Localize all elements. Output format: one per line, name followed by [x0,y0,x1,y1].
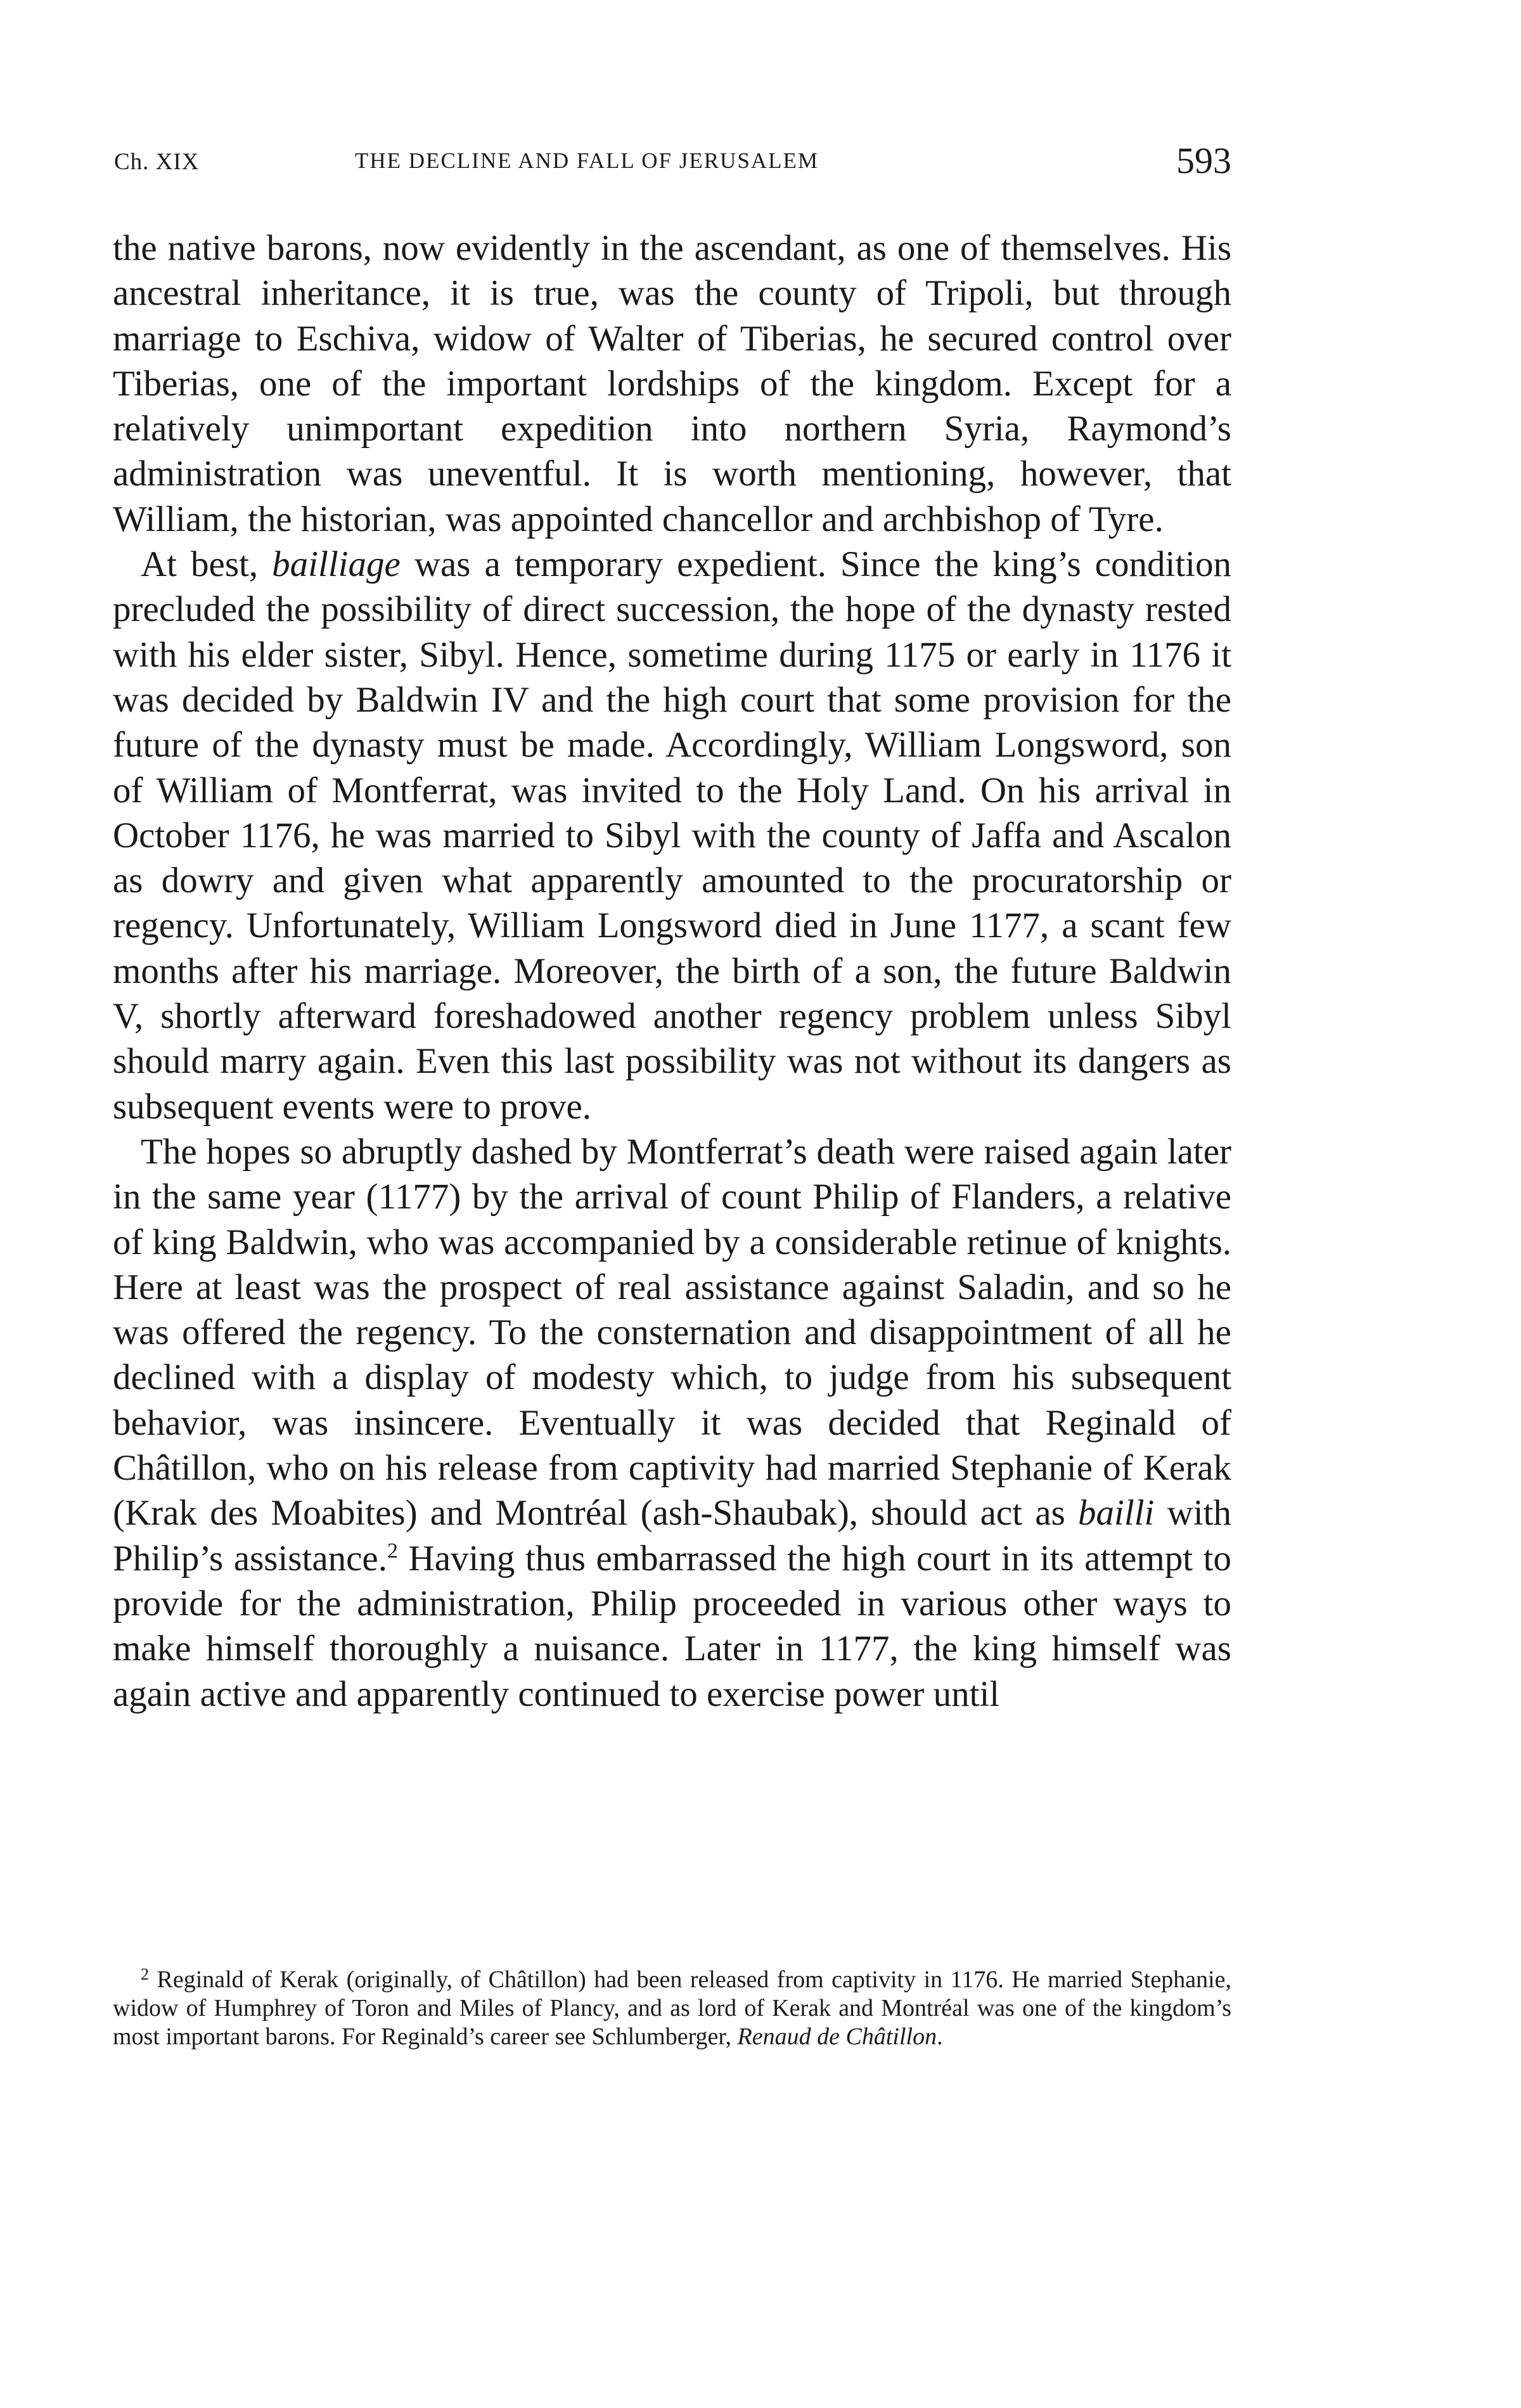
paragraph-1: the native barons, now evidently in the ascendant, as one of themselves. His ancestral inheritance, it is true, was the county of Tripoli, but through marriage to Eschiva, widow of Walter of Tiberias, he secured control over Tiberias, one of the important lordships of the kingdom. Except for a relatively unimportant expedition into northern Syria, Raymond’s administration was uneventful. It is worth mentioning, however, that William, the historian, was appointed chancellor and archbishop of Tyre. [113,228,1231,539]
paragraph-3-lead: The hopes so abruptly dashed by Montferrat’s death were raised again later in the same year (1177) by the arrival of count Philip of Flanders, a relative of king Baldwin, who was accompanied by a considerable retinue of knights. Here at least was the prospect of real assistance against Saladin, and so he was offered the regency. To the consternation and disappointment of all he declined with a display of modesty which, to judge from his subsequent behavior, was insincere. Eventually it was decided that Reginald of Châtillon, who on his release from captivity had married Stephanie of Kerak (Krak des Moabites) and Montréal (ash-Shaubak), should act as [113,1131,1231,1534]
footnote-2 [113,1966,1231,2051]
running-head [113,139,1231,190]
paragraph-2-rest: was a temporary expedient. Since the king’s condition precluded the possibility of direct succession, the hope of the dynasty rested with his elder sister, Sibyl. Hence, sometime during 1175 or early in 1176 it was decided by Baldwin IV and the high court that some provision for the future of the dynasty must be made. Accordingly, William Longsword, son of William of Montferrat, was invited to the Holy Land. On his arrival in October 1176, he was married to Sibyl with the county of Jaffa and Ascalon as dowry and given what apparently amounted to the procuratorship or regency. Unfortunately, William Longsword died in June 1177, a scant few months after his marriage. Moreover, the birth of a son, the future Baldwin V, shortly afterward foreshadowed another regency problem unless Sibyl should marry again. Even this last possibility was not without its dangers as subsequent events were to prove. [113,544,1231,1127]
paragraph-2 [113,542,1231,1129]
chapter-label: Ch. XIX [114,149,200,175]
book-page [113,139,1231,1717]
footnote-end: . [937,2023,943,2050]
paragraph-2-lead: At best, [141,544,273,585]
body-text [113,226,1231,1717]
footnotes [113,1966,1231,2051]
paragraph-3-mid: with Philip’s assistance. [113,1493,1232,1579]
running-title: THE DECLINE AND FALL OF JERUSALEM [355,148,819,173]
footnote-mark: 2 [141,1965,149,1983]
footnote-text: Reginald of Kerak (originally, of Châtillon) had been released from captivity in 1176. He married Stephanie, widow of Humphrey of Toron and Miles of Plancy, and as lord of Kerak and Montréal was one of the kingdom’s most important barons. For Reginald’s career see Schlumberger, [113,1966,1231,2050]
term-bailli: bailli [1078,1493,1155,1534]
footnote-work-title: Renaud de Châtillon [737,2023,937,2050]
term-bailliage: bailliage [272,544,401,585]
paragraph-3-rest: Having thus embarrassed the high court in its attempt to provide for the administration, Philip proceeded in various other ways to make himself thoroughly a nuisance. Later in 1177, the king himself was again active and apparently continued to exercise power until [113,1538,1231,1714]
footnote-reference[interactable]: 2 [387,1539,398,1563]
page-number: 593 [1176,140,1231,181]
paragraph-3 [113,1129,1231,1717]
